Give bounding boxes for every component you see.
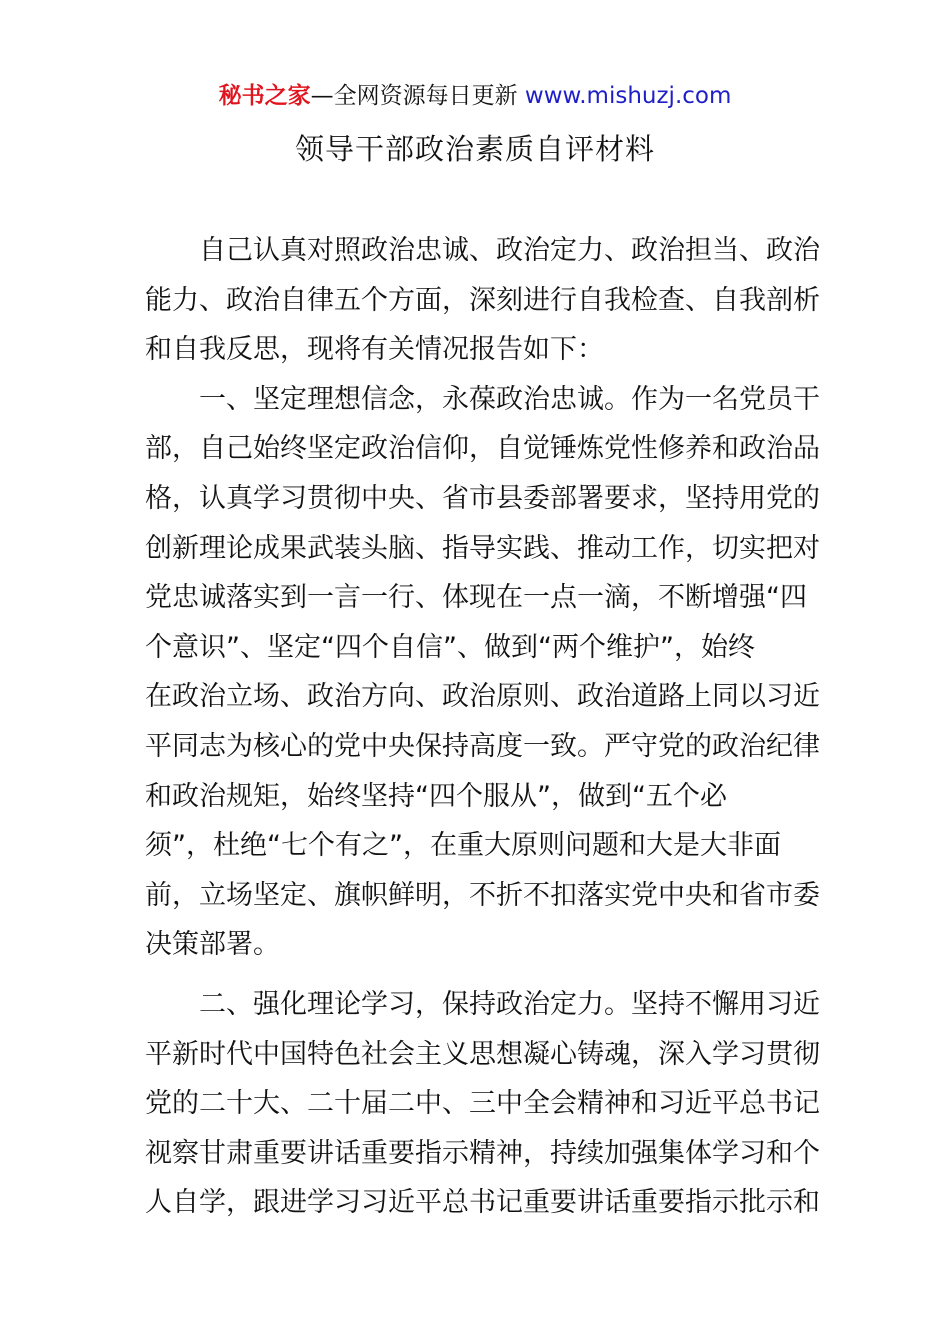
- text-line: 一、坚定理想信念，永葆政治忠诚。作为一名党员干: [199, 383, 820, 415]
- text-line: 须”，杜绝“七个有之”，在重大原则问题和大是大非面: [145, 830, 781, 862]
- text-line: 创新理论成果武装头脑、指导实践、推动工作，切实把对: [145, 532, 820, 564]
- text-line: 部，自己始终坚定政治信仰，自觉锤炼党性修养和政治品: [145, 433, 820, 465]
- text-line: 格，认真学习贯彻中央、省市县委部署要求，坚持用党的: [145, 482, 820, 514]
- paragraph-gap: [145, 970, 807, 980]
- text-line: 能力、政治自律五个方面，深刻进行自我检查、自我剖析: [145, 284, 820, 316]
- site-tagline: —全网资源每日更新: [310, 83, 525, 109]
- text-line: 二、强化理论学习，保持政治定力。坚持不懈用习近: [199, 988, 820, 1020]
- site-url-link[interactable]: www.mishuzj.com: [524, 83, 732, 109]
- text-line: 和政治规矩，始终坚持“四个服从”，做到“五个必: [145, 780, 727, 812]
- text-line: 平新时代中国特色社会主义思想凝心铸魂，深入学习贯彻: [145, 1038, 820, 1070]
- text-line: 党的二十大、二十届二中、三中全会精神和习近平总书记: [145, 1088, 820, 1120]
- paragraph-intro: [145, 226, 820, 375]
- text-line: 在政治立场、政治方向、政治原则、政治道路上同以习近: [145, 681, 820, 713]
- document-title: 领导干部政治素质自评材料: [294, 132, 655, 166]
- text-line: 视察甘肃重要讲话重要指示精神，持续加强集体学习和个: [145, 1137, 820, 1169]
- text-line: 人自学，跟进学习习近平总书记重要讲话重要指示批示和: [145, 1187, 820, 1219]
- site-header: [0, 80, 950, 112]
- text-line: 平同志为核心的党中央保持高度一致。严守党的政治纪律: [145, 730, 820, 762]
- paragraph-section-two: [145, 980, 820, 1228]
- document-body: [145, 226, 820, 1228]
- text-line: 党忠诚落实到一言一行、体现在一点一滴，不断增强“四: [145, 582, 807, 614]
- text-line: 决策部署。: [145, 929, 280, 961]
- text-line: 个意识”、坚定“四个自信”、做到“两个维护”，始终: [145, 631, 755, 663]
- text-line: 自己认真对照政治忠诚、政治定力、政治担当、政治: [199, 235, 820, 266]
- paragraph-section-one: [145, 375, 820, 970]
- brand-name: 秘书之家: [218, 83, 311, 109]
- text-line: 和自我反思，现将有关情况报告如下：: [145, 334, 604, 366]
- text-line: 前，立场坚定、旗帜鲜明，不折不扣落实党中央和省市委: [145, 879, 820, 911]
